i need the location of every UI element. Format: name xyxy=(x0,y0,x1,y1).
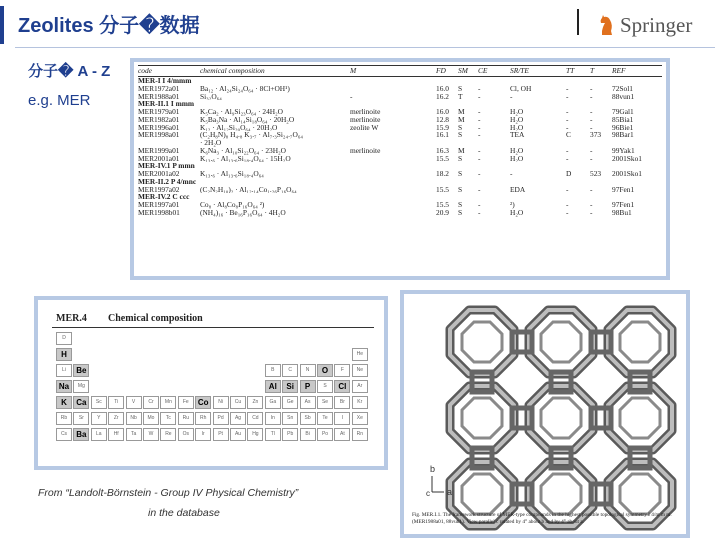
element-cell: K xyxy=(56,396,72,409)
table-cell: - xyxy=(590,115,593,124)
table-cell: - xyxy=(478,146,481,155)
element-cell: I xyxy=(334,412,350,425)
column-header: REF xyxy=(612,66,626,75)
table-row xyxy=(138,147,662,155)
table-cell: - xyxy=(478,185,481,194)
table-cell: - xyxy=(478,84,481,93)
element-cell: Os xyxy=(178,428,194,441)
table-cell xyxy=(350,131,436,139)
element-cell: Au xyxy=(230,428,246,441)
table-cell: merlinoite xyxy=(350,146,381,155)
column-header: code xyxy=(138,66,152,75)
table-cell: H₂O xyxy=(510,123,524,132)
table-cell: (NH₄)₁₆ · Be₁₆P₁₆O₆₄ · 4H₂O xyxy=(200,208,286,217)
table-row xyxy=(138,108,662,116)
element-cell: Ta xyxy=(126,428,142,441)
element-cell: Cs xyxy=(56,428,72,441)
springer-chess-knight-icon xyxy=(598,13,616,37)
element-cell: Cu xyxy=(230,396,246,409)
table-cell: K₁₃.₆ · Al₁₃.₆Si₁₈.₄O₆₄ · 15H₂O xyxy=(200,154,291,163)
table-cell: - xyxy=(510,170,513,178)
element-cell: Pt xyxy=(213,428,229,441)
element-cell: Cl xyxy=(334,380,350,393)
column-header: FD xyxy=(436,66,446,75)
table-cell: - xyxy=(590,146,593,155)
table-cell: EDA xyxy=(510,185,526,194)
table-cell: merlinoite xyxy=(350,108,381,116)
table-cell: (C₂N₂H₁₀)₂ · Al₁₂.₁₄Co₁.₂₆P₁₆O₆₄ xyxy=(200,185,297,194)
framework-cages xyxy=(450,310,672,526)
element-cell: P xyxy=(300,380,316,393)
table-cell: K₆Na₃ · Al₁₀Si₂₂O₆₄ · 23H₂O xyxy=(200,146,287,155)
element-cell: Ni xyxy=(213,396,229,409)
table-row xyxy=(138,186,662,194)
composition-table-panel xyxy=(130,58,670,280)
framework-structure-image xyxy=(404,294,686,534)
element-cell: Pb xyxy=(282,428,298,441)
element-cell: Te xyxy=(317,412,333,425)
element-cell: B xyxy=(265,364,281,377)
table-cell: 18.2 xyxy=(436,170,449,178)
element-cell: Ga xyxy=(265,396,281,409)
table-cell: - xyxy=(478,201,481,209)
element-cell: Nb xyxy=(126,412,142,425)
database-caption: in the database xyxy=(148,507,220,519)
element-cell: Se xyxy=(317,396,333,409)
element-cell: Ge xyxy=(282,396,298,409)
table-cell: 12.8 xyxy=(436,115,449,124)
table-cell: 85Bia1 xyxy=(612,115,634,124)
table-cell: M xyxy=(458,108,465,116)
column-header: CE xyxy=(478,66,488,75)
table-cell: S xyxy=(458,123,463,132)
table-row xyxy=(138,155,662,163)
table-cell: MER1998a01 xyxy=(138,131,180,139)
element-cell: S xyxy=(317,380,333,393)
element-cell: Be xyxy=(73,364,89,377)
table-cell: MER1998b01 xyxy=(138,208,180,217)
table-cell: 373 xyxy=(590,131,602,139)
element-cell: H xyxy=(56,348,72,361)
table-cell: 16.0 xyxy=(436,108,449,116)
table-cell: 16.2 xyxy=(436,92,449,101)
table-cell: Co₈ · Al₈Co₈P₁₆O₆₄ ²) xyxy=(200,201,265,209)
column-header: chemical composition xyxy=(200,66,265,75)
table-cell: 98Bu1 xyxy=(612,208,632,217)
table-cell: 96Bie1 xyxy=(612,123,634,132)
table-section-row: MER-IV.2 C ccc xyxy=(138,192,190,202)
table-cell: H₂O xyxy=(510,115,524,124)
table-cell: - xyxy=(590,108,593,116)
table-cell: Ba₁₂ · Al₂₄Si₂₄O₆₄ · 8Cl+OH¹) xyxy=(200,84,290,93)
table-cell: 97Fen1 xyxy=(612,185,635,194)
framework-structure-panel xyxy=(400,290,690,538)
element-cell: N xyxy=(300,364,316,377)
element-cell: Kr xyxy=(352,396,368,409)
table-cell: - xyxy=(566,84,569,93)
table-cell: MER1999a01 xyxy=(138,146,180,155)
column-header: TT xyxy=(566,66,575,75)
table-cell: 16.1 xyxy=(436,131,449,139)
table-cell: 16.3 xyxy=(436,146,449,155)
table-section-row: MER-II.1 I mmm xyxy=(138,99,195,109)
element-cell: Li xyxy=(56,364,72,377)
table-cell: - xyxy=(590,84,593,93)
table-cell: 79Gal1 xyxy=(612,108,634,116)
table-row xyxy=(138,170,662,178)
table-cell: K₅Ca₂ · Al₉Si₂₃O₆₄ · 24H₂O xyxy=(200,108,284,116)
table-cell: 2001Sko1 xyxy=(612,154,642,163)
table-cell: 16.0 xyxy=(436,84,449,93)
table-cell: ²) xyxy=(510,201,515,209)
table-continuation-row: · 2H₂O xyxy=(200,138,222,147)
table-cell: M xyxy=(458,146,465,155)
table-cell: S xyxy=(458,208,463,217)
table-cell: - xyxy=(566,185,569,194)
element-cell: Ne xyxy=(352,364,368,377)
element-cell: Sr xyxy=(73,412,89,425)
table-cell: S xyxy=(458,185,463,194)
table-cell: - xyxy=(478,123,481,132)
periodic-code: MER.4 xyxy=(56,313,87,324)
element-cell: Cd xyxy=(247,412,263,425)
element-cell: Xe xyxy=(352,412,368,425)
element-cell: Ar xyxy=(352,380,368,393)
table-header-row xyxy=(138,65,662,77)
element-cell: Br xyxy=(334,396,350,409)
figure-caption: Fig. MER.I.1. The framework structure of MER-type compounds in the highest possible topological symmetry I 4/m m m. (MER1988a01, 88vun1). View parallel c rotated by 4° about b and by 4° about a. xyxy=(412,512,672,525)
table-row xyxy=(138,201,662,209)
column-header: T xyxy=(590,66,595,75)
element-cell: Rh xyxy=(195,412,211,425)
table-cell: (C₂H₈N)₈ H₄.₈ K₃.₇ · Al₇.₃Si₂₄.₇O₆₄ xyxy=(200,131,303,139)
table-cell: - xyxy=(478,170,481,178)
table-cell: H₂O xyxy=(510,208,524,217)
element-cell: Mg xyxy=(73,380,89,393)
table-cell xyxy=(350,155,436,163)
table-cell: 98Bar1 xyxy=(612,131,634,139)
table-cell: MER1982a01 xyxy=(138,115,180,124)
element-cell: Sb xyxy=(300,412,316,425)
element-cell: Co xyxy=(195,396,211,409)
element-cell: F xyxy=(334,364,350,377)
element-cell: Ba xyxy=(73,428,89,441)
table-body xyxy=(138,77,662,217)
table-cell: M xyxy=(458,115,465,124)
springer-brand-name: Springer xyxy=(620,12,693,37)
subtitle-range: 分子� A - Z xyxy=(28,63,111,80)
element-cell: C xyxy=(282,364,298,377)
table-cell: C xyxy=(566,131,571,139)
element-cell: Hf xyxy=(108,428,124,441)
header-divider xyxy=(577,9,579,35)
element-cell: Fe xyxy=(178,396,194,409)
table-cell: S xyxy=(458,131,463,139)
element-cell: Si xyxy=(282,380,298,393)
table-cell xyxy=(350,170,436,178)
periodic-heading: Chemical composition xyxy=(108,313,203,324)
element-cell: Tc xyxy=(160,412,176,425)
element-cell: Zn xyxy=(247,396,263,409)
element-cell: Pd xyxy=(213,412,229,425)
element-cell: O xyxy=(317,364,333,377)
table-cell: - xyxy=(566,108,569,116)
element-cell: Cr xyxy=(143,396,159,409)
table-section-row: MER-II.2 P 4/mnc xyxy=(138,176,197,186)
table-cell: - xyxy=(478,154,481,163)
element-cell: Na xyxy=(56,380,72,393)
table-cell xyxy=(350,186,436,194)
element-cell: Mn xyxy=(160,396,176,409)
table-cell: T xyxy=(458,92,463,101)
table-cell: 15.5 xyxy=(436,154,449,163)
element-cell: Po xyxy=(317,428,333,441)
table-section-row: MER-IV.1 P mmn xyxy=(138,161,195,171)
table-cell: K₅Ba₃Na · Al₁₄Si₁₈O₆₄ · 20H₂O xyxy=(200,115,295,124)
table-cell: - xyxy=(350,92,353,101)
table-cell: H₂O xyxy=(510,154,524,163)
element-cell: In xyxy=(265,412,281,425)
element-cell: Al xyxy=(265,380,281,393)
table-cell: - xyxy=(590,201,593,209)
table-row xyxy=(138,209,662,217)
element-cell: V xyxy=(126,396,142,409)
table-cell: 15.5 xyxy=(436,201,449,209)
table-cell: - xyxy=(590,92,593,101)
table-cell: S xyxy=(458,154,463,163)
table-cell: zeolite W xyxy=(350,123,379,132)
table-cell: - xyxy=(478,208,481,217)
table-cell: MER1979a01 xyxy=(138,108,180,116)
table-cell: S xyxy=(458,84,463,93)
element-cell: At xyxy=(334,428,350,441)
element-cell: Rn xyxy=(352,428,368,441)
element-cell: Zr xyxy=(108,412,124,425)
table-cell: MER2001a02 xyxy=(138,170,180,178)
table-cell xyxy=(350,209,436,217)
table-cell: - xyxy=(478,115,481,124)
column-header: SM xyxy=(458,66,468,75)
table-cell: 20.9 xyxy=(436,208,449,217)
element-cell: Mo xyxy=(143,412,159,425)
header-rule xyxy=(15,47,715,48)
table-cell: 88vun1 xyxy=(612,92,635,101)
table-cell: H₂O xyxy=(510,108,524,116)
table-cell: merlinoite xyxy=(350,115,381,124)
column-header: M xyxy=(350,66,357,75)
element-cell: La xyxy=(91,428,107,441)
periodic-grid xyxy=(38,300,384,466)
element-cell: Ti xyxy=(108,396,124,409)
table-cell: - xyxy=(590,123,593,132)
table-cell: - xyxy=(510,92,513,101)
table-cell: - xyxy=(566,208,569,217)
element-cell: Ir xyxy=(195,428,211,441)
element-cell: Re xyxy=(160,428,176,441)
axis-c-label: c xyxy=(426,489,430,498)
table-row xyxy=(138,85,662,93)
table-cell: - xyxy=(590,208,593,217)
element-cell: Bi xyxy=(300,428,316,441)
table-row xyxy=(138,124,662,132)
table-cell: - xyxy=(590,185,593,194)
table-cell: MER1996a01 xyxy=(138,123,180,132)
element-cell: Sn xyxy=(282,412,298,425)
table-cell: - xyxy=(590,154,593,163)
table-cell: Cl, OH xyxy=(510,84,532,93)
element-cell: He xyxy=(352,348,368,361)
table-cell: D xyxy=(566,170,572,178)
table-cell: 15.5 xyxy=(436,185,449,194)
table-cell: - xyxy=(478,131,481,139)
element-cell: Sc xyxy=(91,396,107,409)
table-cell: K₁₂ · Al₁₂Si₂₀O₆₄ · 20H₂O xyxy=(200,123,278,132)
table-row xyxy=(138,116,662,124)
element-cell: W xyxy=(143,428,159,441)
element-cell: Ru xyxy=(178,412,194,425)
table-cell: - xyxy=(566,115,569,124)
table-cell: MER1972a01 xyxy=(138,84,180,93)
element-cell: Ca xyxy=(73,396,89,409)
subtitle-example: e.g. MER xyxy=(28,92,91,109)
table-cell: - xyxy=(478,92,481,101)
table-cell xyxy=(350,201,436,209)
page-title: Zeolites 分子�数据 xyxy=(18,15,200,37)
table-cell: MER1997a01 xyxy=(138,201,180,209)
periodic-table-panel xyxy=(34,296,388,470)
table-section-row: MER-I I 4/mmm xyxy=(138,76,192,85)
table-cell: 523 xyxy=(590,170,602,178)
table-cell: MER1997a02 xyxy=(138,185,180,194)
table-cell: - xyxy=(566,92,569,101)
element-cell: Rb xyxy=(56,412,72,425)
source-caption: From “Landolt-Börnstein - Group IV Physical Chemistry” xyxy=(38,487,299,499)
table-cell: H₂O xyxy=(510,146,524,155)
table-cell: - xyxy=(566,201,569,209)
column-header: SR/TE xyxy=(510,66,529,75)
element-cell: Hg xyxy=(247,428,263,441)
table-cell: 2001Sko1 xyxy=(612,170,642,178)
header-accent-bar xyxy=(0,6,4,44)
element-cell: Y xyxy=(91,412,107,425)
table-cell: MER1988a01 xyxy=(138,92,180,101)
table-cell: - xyxy=(566,123,569,132)
element-cell: Tl xyxy=(265,428,281,441)
table-cell: - xyxy=(566,154,569,163)
table-row xyxy=(138,93,662,101)
element-cell: Ag xyxy=(230,412,246,425)
table-cell: 72Sol1 xyxy=(612,84,633,93)
table-cell: TEA xyxy=(510,131,525,139)
table-cell: - xyxy=(478,108,481,116)
table-cell: S xyxy=(458,201,463,209)
springer-logo xyxy=(598,12,692,38)
element-cell: D xyxy=(56,332,72,345)
table-cell: 15.9 xyxy=(436,123,449,132)
table-cell: 97Fen1 xyxy=(612,201,635,209)
element-cell: As xyxy=(300,396,316,409)
table-cell: Si₃₂O₆₄ xyxy=(200,92,222,101)
composition-table xyxy=(138,65,662,217)
axis-a-label: a xyxy=(447,487,453,497)
table-cell: 99Yak1 xyxy=(612,146,635,155)
table-cell: - xyxy=(566,146,569,155)
table-cell: S xyxy=(458,170,463,178)
table-cell: MER2001a01 xyxy=(138,154,180,163)
table-cell xyxy=(350,85,436,93)
axis-b-label: b xyxy=(430,464,436,474)
table-cell: K₁₃.₆ · Al₁₃.₆Si₁₈.₄O₆₄ xyxy=(200,170,264,178)
